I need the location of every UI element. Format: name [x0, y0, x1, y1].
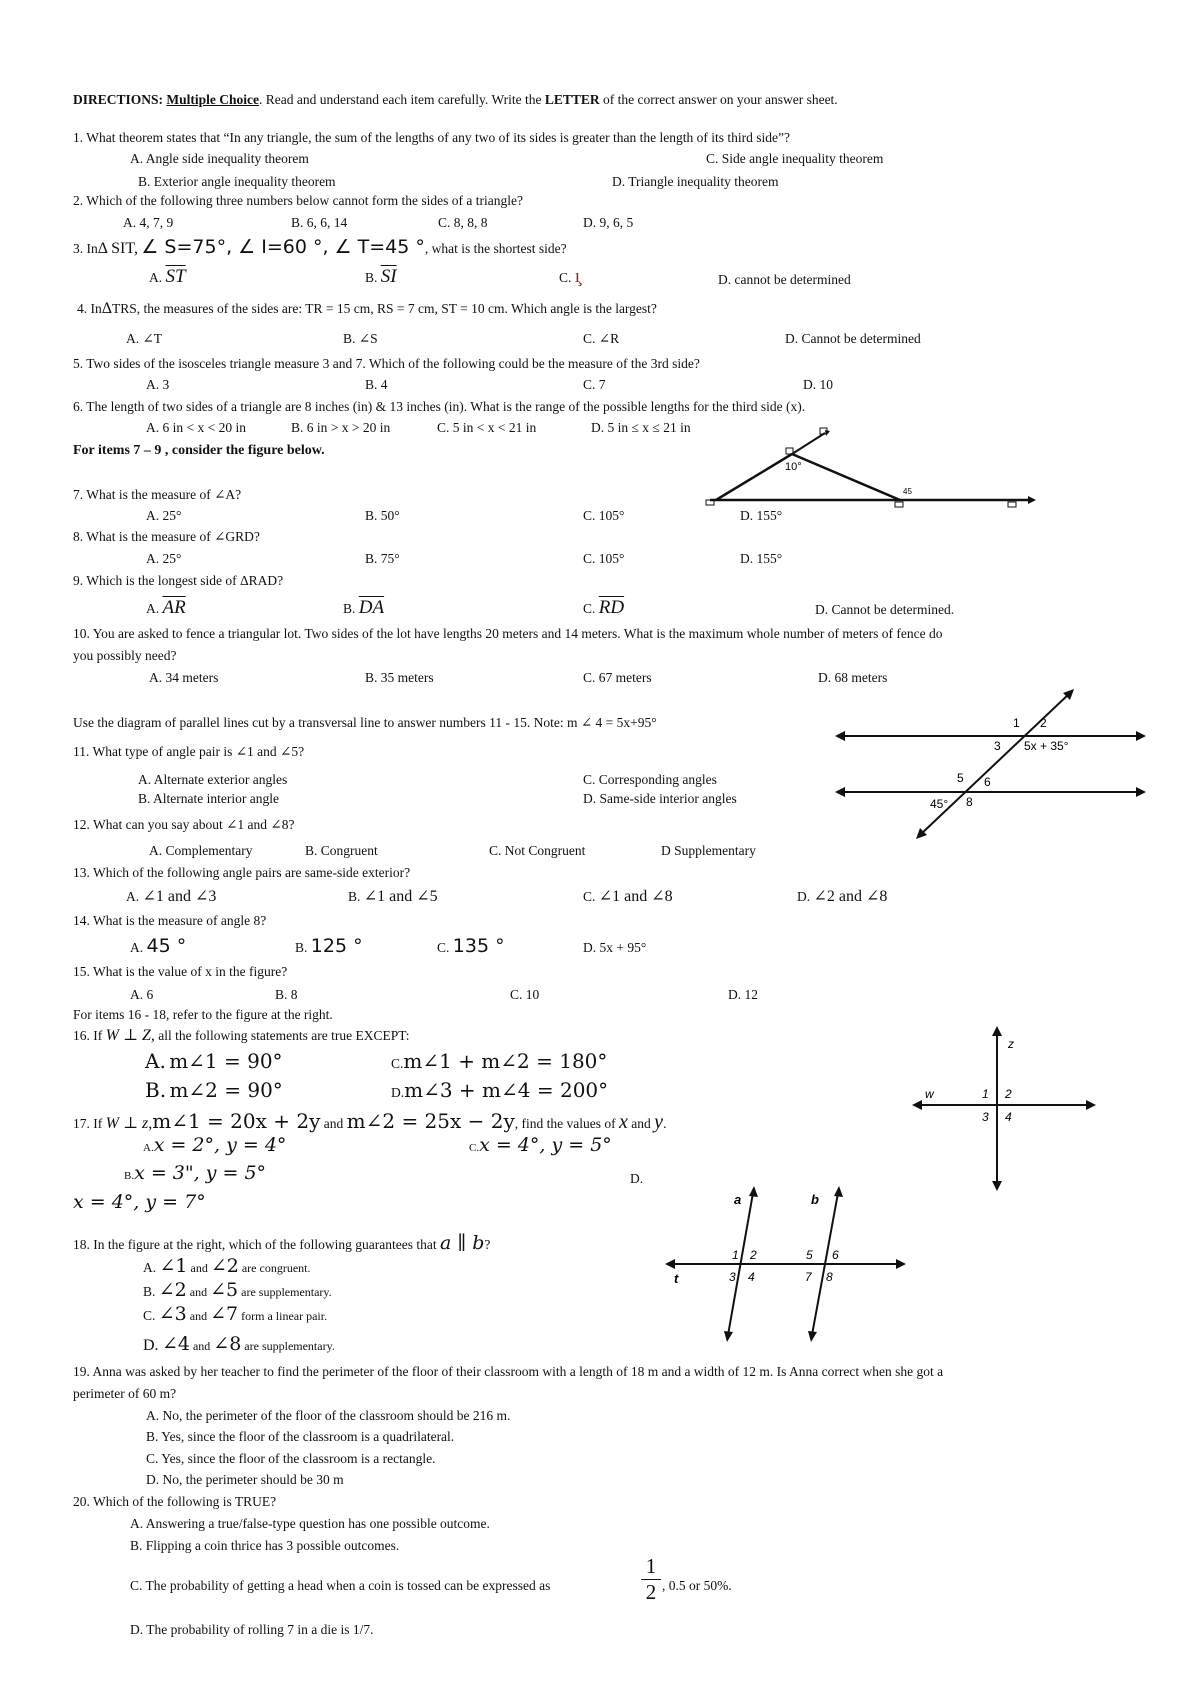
fraction-denominator: 2 [645, 1580, 657, 1604]
q7-stem: 7. What is the measure of ∠A? [73, 487, 242, 502]
q2-option-d: D. 9, 6, 5 [583, 215, 634, 230]
q12-option-d: D Supplementary [661, 843, 756, 858]
q5-option-c: C. 7 [583, 377, 606, 392]
q3-prefix: 3. In [73, 241, 98, 256]
svg-text:3: 3 [729, 1270, 736, 1284]
q8-option-d: D. 155° [740, 551, 783, 566]
q1-stem: 1. What theorem states that “In any triangle, the sum of the lengths of any two of its sides is greater than the length of its third side”? [73, 130, 790, 145]
svg-text:6: 6 [832, 1248, 839, 1262]
q19-option-d: D. No, the perimeter should be 30 m [146, 1472, 344, 1487]
svg-text:5x + 35°: 5x + 35° [1024, 739, 1069, 753]
q4-option-a: A. ∠T [126, 331, 163, 346]
q4-option-d: D. Cannot be determined [785, 331, 921, 346]
q7-option-d: D. 155° [740, 508, 783, 523]
svg-text:b: b [811, 1192, 819, 1207]
q19-option-a: A. No, the perimeter of the floor of the classroom should be 216 m. [146, 1408, 511, 1423]
q3-suffix: , what is the shortest side? [424, 241, 567, 256]
q5-option-b: B. 4 [365, 377, 388, 392]
q16-stem: 16. If W ⊥ Z, all the following statements are true EXCEPT: [73, 1027, 410, 1044]
q20-option-c-tail: , 0.5 or 50%. [662, 1578, 732, 1593]
svg-text:2: 2 [1005, 1087, 1012, 1101]
q17-option-b: B.x = 3", y = 5° [124, 1162, 267, 1184]
q10-option-c: C. 67 meters [583, 670, 652, 685]
q10-option-d: D. 68 meters [818, 670, 888, 685]
q6-option-d: D. 5 in ≤ x ≤ 21 in [591, 420, 691, 435]
q10-option-b: B. 35 meters [365, 670, 434, 685]
q7-option-b: B. 50° [365, 508, 400, 523]
q11-option-b: B. Alternate interior angle [138, 791, 279, 806]
svg-text:2: 2 [750, 1248, 757, 1262]
svg-text:3: 3 [982, 1110, 989, 1124]
directions-text-2: of the correct answer on your answer sheet. [599, 92, 838, 107]
q9-option-c: C. $\overline{RD}$ [583, 597, 625, 618]
directions-type: Multiple Choice [166, 92, 260, 107]
q13-option-a: A. ∠1 and ∠3 [126, 888, 217, 905]
q14-stem: 14. What is the measure of angle 8? [73, 913, 267, 928]
svg-text:1: 1 [982, 1087, 989, 1101]
q20-option-b: B. Flipping a coin thrice has 3 possible outcomes. [130, 1538, 400, 1553]
q20-fraction [641, 1556, 661, 1603]
svg-text:z: z [1008, 1037, 1014, 1051]
q15-stem: 15. What is the value of x in the figure? [73, 964, 288, 979]
q13-option-d: D. ∠2 and ∠8 [797, 888, 888, 905]
items-7-9-heading: For items 7 – 9 , consider the figure below. [73, 443, 325, 458]
q18-option-c: C. ∠3 and ∠7 form a linear pair. [143, 1303, 328, 1325]
q17-option-d: x = 4°, y = 7° [73, 1191, 206, 1213]
svg-text:1: 1 [732, 1248, 739, 1262]
q3-triangle: Δ SIT, [97, 240, 138, 257]
q5-option-a: A. 3 [146, 377, 170, 392]
q19-option-b: B. Yes, since the floor of the classroom is a quadrilateral. [146, 1429, 455, 1444]
directions-label: DIRECTIONS: [73, 92, 164, 107]
q1-option-a: A. Angle side inequality theorem [130, 151, 309, 166]
svg-text:1: 1 [1013, 716, 1020, 730]
svg-text:t: t [674, 1271, 679, 1286]
q17-option-d-label: D. [630, 1171, 644, 1186]
q17-option-a: A.x = 2°, y = 4° [143, 1134, 287, 1156]
q9-option-d: D. Cannot be determined. [815, 602, 955, 617]
q20-option-a: A. Answering a true/false-type question has one possible outcome. [130, 1516, 490, 1531]
q1-option-b: B. Exterior angle inequality theorem [138, 174, 336, 189]
q19-option-c: C. Yes, since the floor of the classroom is a rectangle. [146, 1451, 436, 1466]
q14-option-b: B. 125 ° [295, 935, 363, 957]
fraction-numerator: 1 [645, 1554, 657, 1578]
q7-option-a: A. 25° [146, 508, 182, 523]
q6-stem: 6. The length of two sides of a triangle are 8 inches (in) & 13 inches (in). What is the range of the possible lengths for the third side (x). [73, 399, 806, 414]
q15-option-a: A. 6 [130, 987, 154, 1002]
q18-stem: 18. In the figure at the right, which of the following guarantees that a ∥ b? [73, 1232, 491, 1254]
q19-stem: 19. Anna was asked by her teacher to find the perimeter of the floor of their classroom with a length of 18 m and a width of 12 m. Is Anna correct when she got a [73, 1364, 944, 1379]
fig1-angle-label: 10° [785, 461, 802, 473]
q1-option-d: D. Triangle inequality theorem [612, 174, 779, 189]
q16-option-c: C.m∠1 + m∠2 = 180° [391, 1049, 608, 1073]
directions-text-1: . Read and understand each item carefully. Write the [259, 92, 545, 107]
directions-letter: LETTER [544, 92, 600, 107]
q3-angles: ∠ S=75°, ∠ I=60 °, ∠ T=45 ° [141, 236, 425, 258]
q15-option-b: B. 8 [275, 987, 298, 1002]
use-diagram-note: Use the diagram of parallel lines cut by a transversal line to answer numbers 11 - 15. Note: m ∠ 4 = 5x+95° [73, 715, 657, 730]
svg-text:3: 3 [994, 739, 1001, 753]
q13-option-b: B. ∠1 and ∠5 [348, 888, 438, 905]
q14-option-d: D. 5x + 95° [583, 940, 647, 955]
q10-stem-2: you possibly need? [73, 648, 177, 663]
q1-option-c: C. Side angle inequality theorem [706, 151, 884, 166]
items-16-18-heading: For items 16 - 18, refer to the figure at the right. [73, 1007, 333, 1022]
q14-option-a: A. 45 ° [130, 935, 187, 957]
q4-stem: 4. InΔTRS, the measures of the sides are: TR = 15 cm, RS = 7 cm, ST = 10 cm. Which angle is the largest? [77, 300, 657, 317]
svg-text:5: 5 [957, 771, 964, 785]
q18-option-a: A. ∠1 and ∠2 are congruent. [143, 1255, 311, 1277]
q6-option-b: B. 6 in > x > 20 in [291, 420, 391, 435]
svg-text:7: 7 [805, 1270, 812, 1284]
q20-option-c: C. The probability of getting a head when a coin is tossed can be expressed as [130, 1578, 551, 1593]
q3-option-b: B. $\overline{SI}$ [365, 266, 397, 287]
q11-option-d: D. Same-side interior angles [583, 791, 737, 806]
q13-stem: 13. Which of the following angle pairs are same-side exterior? [73, 865, 411, 880]
q20-option-d: D. The probability of rolling 7 in a die is 1/7. [130, 1622, 374, 1637]
q11-option-a: A. Alternate exterior angles [138, 772, 288, 787]
q10-stem: 10. You are asked to fence a triangular lot. Two sides of the lot have lengths 20 meters and 14 meters. What is the maximum whole number of meters of fence do [73, 626, 943, 641]
q4-option-b: B. ∠S [343, 331, 378, 346]
q6-option-a: A. 6 in < x < 20 in [146, 420, 246, 435]
q3-option-a: A. $\overline{ST}$ [149, 266, 186, 287]
q17-option-c: C.x = 4°, y = 5° [469, 1134, 612, 1156]
q5-option-d: D. 10 [803, 377, 833, 392]
q2-option-c: C. 8, 8, 8 [438, 215, 488, 230]
q19-stem-2: perimeter of 60 m? [73, 1386, 177, 1401]
q18-option-d: D. ∠4 and ∠8 are supplementary. [143, 1333, 335, 1355]
q11-option-c: C. Corresponding angles [583, 772, 717, 787]
q17-stem: 17. If W ⊥ z,m∠1 = 20x + 2y and m∠2 = 25x − 2y, find the values of x and y. [73, 1109, 667, 1133]
q3-option-d: D. cannot be determined [718, 272, 851, 287]
q16-option-d: D.m∠3 + m∠4 = 200° [391, 1078, 609, 1102]
q14-option-c: C. 135 ° [437, 935, 505, 957]
svg-text:8: 8 [966, 795, 973, 809]
q8-option-c: C. 105° [583, 551, 625, 566]
svg-text:w: w [925, 1087, 934, 1101]
svg-text:4: 4 [748, 1270, 755, 1284]
svg-text:4: 4 [1005, 1110, 1012, 1124]
q9-stem: 9. Which is the longest side of ΔRAD? [73, 573, 284, 588]
q10-option-a: A. 34 meters [149, 670, 219, 685]
svg-text:45°: 45° [930, 797, 949, 811]
svg-text:2: 2 [1040, 716, 1047, 730]
q5-stem: 5. Two sides of the isosceles triangle measure 3 and 7. Which of the following could be the measure of the 3rd side? [73, 356, 700, 371]
fig1-angle-label-2: 45 [903, 487, 912, 496]
q18-option-b: B. ∠2 and ∠5 are supplementary. [143, 1279, 332, 1301]
q2-stem: 2. Which of the following three numbers below cannot form the sides of a triangle? [73, 193, 523, 208]
q16-option-a: A. m∠1 = 90° [145, 1049, 283, 1073]
q20-stem: 20. Which of the following is TRUE? [73, 1494, 277, 1509]
q12-stem: 12. What can you say about ∠1 and ∠8? [73, 817, 295, 832]
q8-option-a: A. 25° [146, 551, 182, 566]
q7-option-c: C. 105° [583, 508, 625, 523]
svg-text:a: a [734, 1192, 742, 1207]
q6-option-c: C. 5 in < x < 21 in [437, 420, 537, 435]
svg-text:6: 6 [984, 775, 991, 789]
q12-option-c: C. Not Congruent [489, 843, 586, 858]
q9-option-b: B. $\overline{DA}$ [343, 597, 385, 618]
svg-text:5: 5 [806, 1248, 813, 1262]
q9-option-a: A. $\overline{AR}$ [146, 597, 186, 618]
q8-option-b: B. 75° [365, 551, 400, 566]
q15-option-c: C. 10 [510, 987, 540, 1002]
q16-option-b: B. m∠2 = 90° [145, 1078, 283, 1102]
svg-text:8: 8 [826, 1270, 833, 1284]
q2-option-b: B. 6, 6, 14 [291, 215, 348, 230]
q12-option-a: A. Complementary [149, 843, 253, 858]
q2-option-a: A. 4, 7, 9 [123, 215, 174, 230]
q13-option-c: C. ∠1 and ∠8 [583, 888, 673, 905]
q8-stem: 8. What is the measure of ∠GRD? [73, 529, 260, 544]
q4-option-c: C. ∠R [583, 331, 620, 346]
q11-stem: 11. What type of angle pair is ∠1 and ∠5? [73, 744, 305, 759]
q15-option-d: D. 12 [728, 987, 758, 1002]
q12-option-b: B. Congruent [305, 843, 378, 858]
q3-option-c: C. ı̧ [559, 266, 581, 287]
